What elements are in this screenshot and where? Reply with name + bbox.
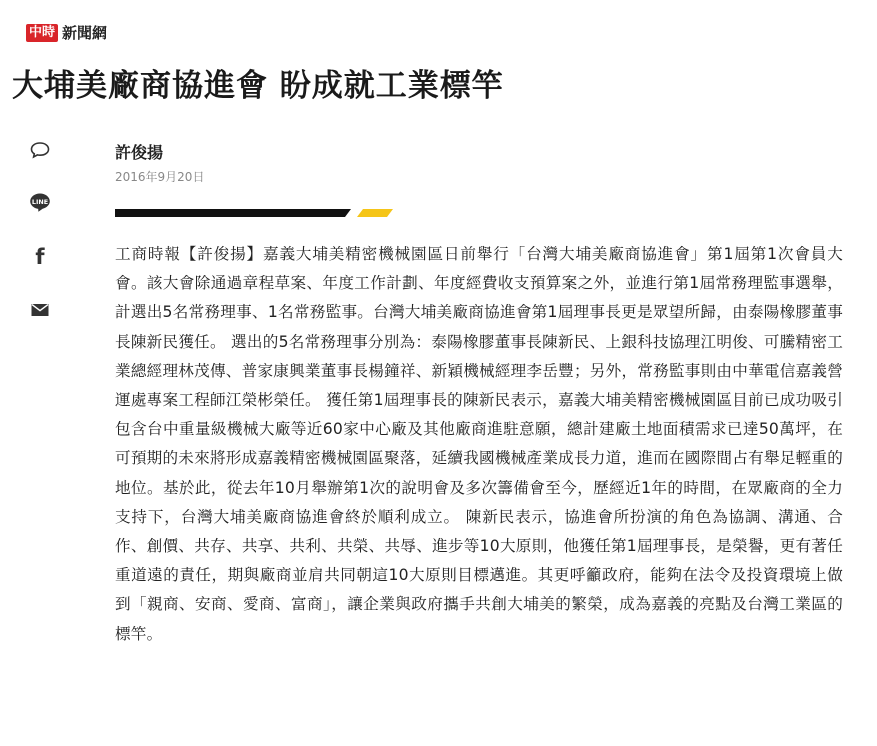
- divider-yellow-bar: [357, 209, 393, 217]
- email-share-button[interactable]: [28, 298, 52, 322]
- comment-icon: [30, 141, 50, 159]
- facebook-share-button[interactable]: [28, 245, 52, 269]
- logo-text: 新聞網: [62, 24, 108, 42]
- header-divider: [115, 209, 395, 217]
- line-share-button[interactable]: [28, 190, 52, 214]
- article-title: 大埔美廠商協進會 盼成就工業標竿: [12, 68, 504, 104]
- divider-black-bar: [115, 209, 351, 217]
- logo-mark: 中時: [26, 24, 58, 42]
- site-logo[interactable]: [26, 22, 107, 43]
- facebook-icon: [33, 247, 47, 267]
- author-name[interactable]: 許俊揚: [115, 143, 164, 162]
- publish-date: 2016年9月20日: [115, 170, 205, 184]
- line-icon: [29, 192, 51, 213]
- line-icon-label: LINE: [31, 197, 49, 206]
- article-body: 工商時報【許俊揚】嘉義大埔美精密機械園區日前舉行「台灣大埔美廠商協進會」第1屆第1次會員大會。該大會除通過章程草案、年度工作計劃、年度經費收支預算案之外，並進行第1屆常務理監事選舉，計選出5名常務理事、1名常務監事。台灣大埔美廠商協進會第1屆理事長更是眾望所歸，由泰陽橡膠董事長陳新民獲任。 選出的5名常務理事分別為：泰陽橡膠董事長陳新民、上銀科技協理江明俊、可騰精密工業總經理林茂傳、普家康興業董事長楊鐘祥、新穎機械經理李岳豐；另外，常務監事則由中華電信嘉義營運處專案工程師江榮彬榮任。 獲任第1屆理事長的陳新民表示，嘉義大埔美精密機械園區目前已成功吸引包含台中重量級機械大廠等近60家中心廠及其他廠商進駐意願，總計建廠土地面積需求已達50萬坪，在可預期的未來將形成嘉義精密機械園區聚落，延續我國機械產業成長力道，進而在國際間占有舉足輕重的地位。基於此，從去年10月舉辦第1次的說明會及多次籌備會至今，歷經近1年的時間，在眾廠商的全力支持下，台灣大埔美廠商協進會終於順利成立。 陳新民表示，協進會所扮演的角色為協調、溝通、合作、創價、共存、共享、共利、共榮、共辱、進步等10大原則，他獲任第1屆理事長，是榮譽，更有著任重道遠的責任，期與廠商並肩共同朝這10大原則目標邁進。其更呼籲政府，能夠在法令及投資環境上做到「親商、安商、愛商、富商」，讓企業與政府攜手共創大埔美的繁榮，成為嘉義的亮點及台灣工業區的標竿。: [115, 245, 843, 643]
- comment-button[interactable]: [28, 138, 52, 162]
- email-icon: [30, 302, 50, 318]
- facebook-icon-label: f: [35, 247, 45, 267]
